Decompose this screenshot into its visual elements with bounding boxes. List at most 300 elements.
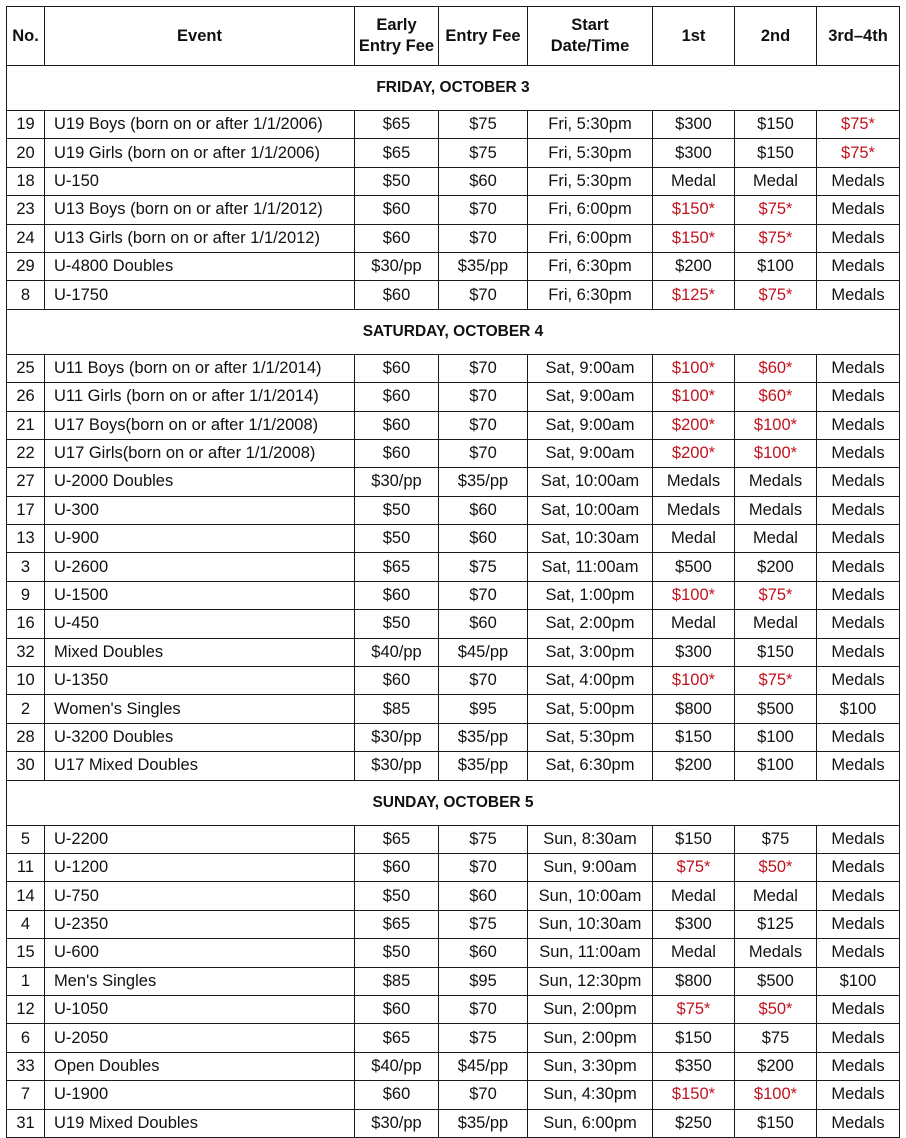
cell-entry-fee: $75 <box>439 111 528 139</box>
cell-no: 12 <box>7 995 45 1023</box>
cell-entry-fee: $70 <box>439 281 528 309</box>
header-early-line1: Early <box>376 16 417 34</box>
cell-early-entry-fee: $65 <box>355 910 439 938</box>
cell-entry-fee: $75 <box>439 1024 528 1052</box>
table-row <box>7 995 900 1023</box>
cell-start-time: Sat, 6:30pm <box>528 752 653 780</box>
header-second-prize: 2nd <box>735 7 817 66</box>
cell-first-prize: $250 <box>653 1109 735 1137</box>
cell-second-prize: $100 <box>735 723 817 751</box>
cell-third-fourth-prize: Medals <box>817 553 900 581</box>
table-row <box>7 111 900 139</box>
cell-entry-fee: $60 <box>439 496 528 524</box>
cell-start-time: Fri, 6:30pm <box>528 252 653 280</box>
cell-first-prize: Medal <box>653 525 735 553</box>
cell-event: U19 Mixed Doubles <box>45 1109 355 1137</box>
cell-no: 23 <box>7 196 45 224</box>
cell-early-entry-fee: $50 <box>355 167 439 195</box>
cell-start-time: Sun, 2:00pm <box>528 995 653 1023</box>
cell-start-time: Sat, 5:30pm <box>528 723 653 751</box>
cell-third-fourth-prize: Medals <box>817 667 900 695</box>
cell-first-prize: Medal <box>653 167 735 195</box>
cell-third-fourth-prize: Medals <box>817 581 900 609</box>
section-title: SATURDAY, OCTOBER 4 <box>7 309 900 354</box>
cell-entry-fee: $70 <box>439 581 528 609</box>
cell-second-prize: $200 <box>735 1052 817 1080</box>
cell-third-fourth-prize: Medals <box>817 1109 900 1137</box>
cell-start-time: Sat, 9:00am <box>528 411 653 439</box>
table-row <box>7 553 900 581</box>
cell-first-prize: Medal <box>653 939 735 967</box>
cell-no: 24 <box>7 224 45 252</box>
cell-first-prize: $150* <box>653 196 735 224</box>
table-row <box>7 825 900 853</box>
cell-start-time: Sun, 9:00am <box>528 853 653 881</box>
cell-first-prize: $200* <box>653 411 735 439</box>
cell-start-time: Sun, 10:30am <box>528 910 653 938</box>
cell-start-time: Sun, 11:00am <box>528 939 653 967</box>
cell-third-fourth-prize: Medals <box>817 825 900 853</box>
cell-start-time: Sat, 3:00pm <box>528 638 653 666</box>
cell-second-prize: $100* <box>735 439 817 467</box>
cell-start-time: Sat, 9:00am <box>528 439 653 467</box>
cell-entry-fee: $95 <box>439 695 528 723</box>
table-row <box>7 196 900 224</box>
header-third-fourth-prize: 3rd–4th <box>817 7 900 66</box>
table-row <box>7 167 900 195</box>
cell-event: U-1750 <box>45 281 355 309</box>
cell-no: 17 <box>7 496 45 524</box>
table-row <box>7 882 900 910</box>
cell-event: U-2350 <box>45 910 355 938</box>
cell-first-prize: $300 <box>653 910 735 938</box>
cell-first-prize: Medal <box>653 610 735 638</box>
cell-early-entry-fee: $30/pp <box>355 752 439 780</box>
cell-entry-fee: $60 <box>439 525 528 553</box>
cell-event: U11 Girls (born on or after 1/1/2014) <box>45 383 355 411</box>
cell-third-fourth-prize: Medals <box>817 939 900 967</box>
cell-third-fourth-prize: $75* <box>817 139 900 167</box>
cell-no: 10 <box>7 667 45 695</box>
event-schedule-table <box>6 6 900 1138</box>
cell-first-prize: $200 <box>653 752 735 780</box>
cell-entry-fee: $45/pp <box>439 1052 528 1080</box>
cell-early-entry-fee: $60 <box>355 354 439 382</box>
cell-first-prize: $300 <box>653 638 735 666</box>
cell-entry-fee: $70 <box>439 224 528 252</box>
cell-entry-fee: $35/pp <box>439 468 528 496</box>
cell-entry-fee: $35/pp <box>439 1109 528 1137</box>
cell-first-prize: $100* <box>653 581 735 609</box>
cell-third-fourth-prize: Medals <box>817 723 900 751</box>
cell-no: 26 <box>7 383 45 411</box>
cell-early-entry-fee: $60 <box>355 581 439 609</box>
section-title: SUNDAY, OCTOBER 5 <box>7 780 900 825</box>
cell-start-time: Sat, 10:00am <box>528 496 653 524</box>
cell-second-prize: $60* <box>735 354 817 382</box>
cell-second-prize: $75 <box>735 825 817 853</box>
cell-second-prize: $500 <box>735 695 817 723</box>
cell-event: U-2000 Doubles <box>45 468 355 496</box>
cell-third-fourth-prize: Medals <box>817 468 900 496</box>
cell-first-prize: $200 <box>653 252 735 280</box>
cell-no: 11 <box>7 853 45 881</box>
cell-third-fourth-prize: Medals <box>817 1081 900 1109</box>
cell-early-entry-fee: $65 <box>355 1024 439 1052</box>
cell-no: 3 <box>7 553 45 581</box>
cell-third-fourth-prize: Medals <box>817 496 900 524</box>
header-no: No. <box>7 7 45 66</box>
table-row <box>7 139 900 167</box>
cell-early-entry-fee: $40/pp <box>355 1052 439 1080</box>
cell-no: 5 <box>7 825 45 853</box>
cell-first-prize: Medal <box>653 882 735 910</box>
cell-third-fourth-prize: Medals <box>817 1024 900 1052</box>
cell-early-entry-fee: $60 <box>355 439 439 467</box>
cell-first-prize: $150* <box>653 224 735 252</box>
cell-early-entry-fee: $85 <box>355 695 439 723</box>
cell-event: U-750 <box>45 882 355 910</box>
cell-third-fourth-prize: Medals <box>817 995 900 1023</box>
cell-event: U-2200 <box>45 825 355 853</box>
cell-second-prize: $50* <box>735 853 817 881</box>
cell-second-prize: $75* <box>735 667 817 695</box>
cell-entry-fee: $60 <box>439 167 528 195</box>
cell-first-prize: $350 <box>653 1052 735 1080</box>
cell-first-prize: $75* <box>653 853 735 881</box>
cell-early-entry-fee: $30/pp <box>355 252 439 280</box>
table-row <box>7 910 900 938</box>
cell-no: 29 <box>7 252 45 280</box>
cell-second-prize: Medals <box>735 939 817 967</box>
table-row <box>7 1081 900 1109</box>
cell-third-fourth-prize: Medals <box>817 610 900 638</box>
cell-event: U19 Girls (born on or after 1/1/2006) <box>45 139 355 167</box>
cell-second-prize: Medal <box>735 610 817 638</box>
cell-no: 25 <box>7 354 45 382</box>
cell-entry-fee: $70 <box>439 411 528 439</box>
cell-first-prize: $150 <box>653 825 735 853</box>
cell-event: Men's Singles <box>45 967 355 995</box>
table-row <box>7 667 900 695</box>
cell-early-entry-fee: $60 <box>355 196 439 224</box>
table-row <box>7 439 900 467</box>
cell-no: 4 <box>7 910 45 938</box>
cell-event: U17 Girls(born on or after 1/1/2008) <box>45 439 355 467</box>
cell-event: U-4800 Doubles <box>45 252 355 280</box>
cell-event: U-900 <box>45 525 355 553</box>
cell-entry-fee: $70 <box>439 196 528 224</box>
table-row <box>7 723 900 751</box>
cell-first-prize: $300 <box>653 111 735 139</box>
cell-third-fourth-prize: Medals <box>817 853 900 881</box>
cell-early-entry-fee: $60 <box>355 995 439 1023</box>
cell-second-prize: $75* <box>735 196 817 224</box>
cell-no: 9 <box>7 581 45 609</box>
cell-event: Women's Singles <box>45 695 355 723</box>
cell-event: Open Doubles <box>45 1052 355 1080</box>
cell-early-entry-fee: $65 <box>355 111 439 139</box>
cell-entry-fee: $75 <box>439 139 528 167</box>
header-row <box>7 7 900 66</box>
cell-entry-fee: $70 <box>439 354 528 382</box>
cell-second-prize: $150 <box>735 1109 817 1137</box>
cell-event: U17 Mixed Doubles <box>45 752 355 780</box>
cell-first-prize: $100* <box>653 354 735 382</box>
cell-event: U-600 <box>45 939 355 967</box>
cell-no: 31 <box>7 1109 45 1137</box>
cell-third-fourth-prize: Medals <box>817 439 900 467</box>
cell-start-time: Sat, 9:00am <box>528 383 653 411</box>
cell-event: U-300 <box>45 496 355 524</box>
cell-no: 20 <box>7 139 45 167</box>
cell-no: 2 <box>7 695 45 723</box>
cell-early-entry-fee: $50 <box>355 882 439 910</box>
cell-first-prize: $800 <box>653 967 735 995</box>
cell-no: 7 <box>7 1081 45 1109</box>
cell-second-prize: Medals <box>735 496 817 524</box>
table-row <box>7 695 900 723</box>
table-row <box>7 525 900 553</box>
cell-early-entry-fee: $65 <box>355 825 439 853</box>
cell-no: 28 <box>7 723 45 751</box>
cell-entry-fee: $95 <box>439 967 528 995</box>
cell-entry-fee: $35/pp <box>439 252 528 280</box>
header-entry-fee: Entry Fee <box>439 7 528 66</box>
cell-early-entry-fee: $60 <box>355 853 439 881</box>
cell-event: U-1900 <box>45 1081 355 1109</box>
table-row <box>7 224 900 252</box>
table-row <box>7 581 900 609</box>
table-row <box>7 939 900 967</box>
cell-start-time: Sun, 10:00am <box>528 882 653 910</box>
cell-early-entry-fee: $50 <box>355 525 439 553</box>
cell-start-time: Sat, 2:00pm <box>528 610 653 638</box>
cell-event: U13 Girls (born on or after 1/1/2012) <box>45 224 355 252</box>
cell-third-fourth-prize: Medals <box>817 752 900 780</box>
cell-first-prize: $125* <box>653 281 735 309</box>
cell-early-entry-fee: $30/pp <box>355 468 439 496</box>
cell-first-prize: Medals <box>653 468 735 496</box>
cell-first-prize: $150* <box>653 1081 735 1109</box>
cell-no: 32 <box>7 638 45 666</box>
cell-no: 21 <box>7 411 45 439</box>
cell-early-entry-fee: $60 <box>355 383 439 411</box>
cell-entry-fee: $70 <box>439 667 528 695</box>
cell-third-fourth-prize: Medals <box>817 1052 900 1080</box>
cell-first-prize: $100* <box>653 383 735 411</box>
cell-start-time: Fri, 5:30pm <box>528 139 653 167</box>
cell-start-time: Fri, 6:00pm <box>528 196 653 224</box>
cell-early-entry-fee: $60 <box>355 281 439 309</box>
header-early-line2: Entry Fee <box>358 37 435 55</box>
cell-start-time: Fri, 5:30pm <box>528 111 653 139</box>
table-body <box>7 66 900 1138</box>
cell-event: U-1200 <box>45 853 355 881</box>
cell-second-prize: $150 <box>735 638 817 666</box>
cell-second-prize: $75 <box>735 1024 817 1052</box>
cell-no: 30 <box>7 752 45 780</box>
cell-event: U17 Boys(born on or after 1/1/2008) <box>45 411 355 439</box>
cell-event: Mixed Doubles <box>45 638 355 666</box>
cell-early-entry-fee: $60 <box>355 1081 439 1109</box>
cell-start-time: Sun, 12:30pm <box>528 967 653 995</box>
header-event: Event <box>45 7 355 66</box>
cell-entry-fee: $60 <box>439 610 528 638</box>
cell-third-fourth-prize: Medals <box>817 882 900 910</box>
cell-third-fourth-prize: $100 <box>817 695 900 723</box>
cell-first-prize: $500 <box>653 553 735 581</box>
table-row <box>7 853 900 881</box>
cell-event: U19 Boys (born on or after 1/1/2006) <box>45 111 355 139</box>
cell-start-time: Sat, 9:00am <box>528 354 653 382</box>
cell-early-entry-fee: $50 <box>355 939 439 967</box>
table-row <box>7 411 900 439</box>
cell-start-time: Sat, 4:00pm <box>528 667 653 695</box>
cell-no: 19 <box>7 111 45 139</box>
cell-no: 6 <box>7 1024 45 1052</box>
cell-third-fourth-prize: Medals <box>817 354 900 382</box>
cell-early-entry-fee: $65 <box>355 139 439 167</box>
cell-event: U-2050 <box>45 1024 355 1052</box>
cell-third-fourth-prize: $75* <box>817 111 900 139</box>
cell-early-entry-fee: $85 <box>355 967 439 995</box>
table-row <box>7 1109 900 1137</box>
cell-entry-fee: $70 <box>439 853 528 881</box>
cell-early-entry-fee: $50 <box>355 610 439 638</box>
table-row <box>7 383 900 411</box>
cell-third-fourth-prize: Medals <box>817 281 900 309</box>
cell-second-prize: Medal <box>735 882 817 910</box>
cell-early-entry-fee: $30/pp <box>355 723 439 751</box>
cell-no: 18 <box>7 167 45 195</box>
cell-event: U-1050 <box>45 995 355 1023</box>
cell-start-time: Sat, 1:00pm <box>528 581 653 609</box>
cell-entry-fee: $75 <box>439 553 528 581</box>
table-row <box>7 354 900 382</box>
table-row <box>7 752 900 780</box>
cell-event: U13 Boys (born on or after 1/1/2012) <box>45 196 355 224</box>
cell-second-prize: $60* <box>735 383 817 411</box>
cell-second-prize: $75* <box>735 281 817 309</box>
cell-early-entry-fee: $60 <box>355 667 439 695</box>
cell-start-time: Sun, 8:30am <box>528 825 653 853</box>
cell-third-fourth-prize: $100 <box>817 967 900 995</box>
cell-entry-fee: $75 <box>439 825 528 853</box>
table-row <box>7 1052 900 1080</box>
cell-entry-fee: $70 <box>439 383 528 411</box>
cell-start-time: Fri, 6:00pm <box>528 224 653 252</box>
cell-third-fourth-prize: Medals <box>817 167 900 195</box>
cell-second-prize: $100* <box>735 1081 817 1109</box>
cell-entry-fee: $60 <box>439 882 528 910</box>
cell-event: U-450 <box>45 610 355 638</box>
cell-start-time: Sat, 5:00pm <box>528 695 653 723</box>
table-row <box>7 610 900 638</box>
cell-first-prize: $800 <box>653 695 735 723</box>
cell-event: U-1500 <box>45 581 355 609</box>
cell-entry-fee: $35/pp <box>439 752 528 780</box>
cell-early-entry-fee: $40/pp <box>355 638 439 666</box>
cell-second-prize: $50* <box>735 995 817 1023</box>
cell-second-prize: $150 <box>735 111 817 139</box>
cell-entry-fee: $70 <box>439 1081 528 1109</box>
cell-second-prize: $500 <box>735 967 817 995</box>
cell-start-time: Sat, 11:00am <box>528 553 653 581</box>
cell-no: 16 <box>7 610 45 638</box>
header-start-date-time <box>528 7 653 66</box>
cell-first-prize: $150 <box>653 723 735 751</box>
cell-early-entry-fee: $50 <box>355 496 439 524</box>
cell-second-prize: $150 <box>735 139 817 167</box>
cell-entry-fee: $70 <box>439 995 528 1023</box>
table-row <box>7 638 900 666</box>
cell-no: 1 <box>7 967 45 995</box>
cell-early-entry-fee: $30/pp <box>355 1109 439 1137</box>
cell-event: U-2600 <box>45 553 355 581</box>
cell-no: 15 <box>7 939 45 967</box>
section-header-row <box>7 66 900 111</box>
cell-start-time: Sun, 6:00pm <box>528 1109 653 1137</box>
header-early-entry-fee <box>355 7 439 66</box>
table-row <box>7 967 900 995</box>
cell-second-prize: Medal <box>735 525 817 553</box>
cell-first-prize: $200* <box>653 439 735 467</box>
cell-second-prize: $75* <box>735 581 817 609</box>
cell-early-entry-fee: $65 <box>355 553 439 581</box>
cell-second-prize: $75* <box>735 224 817 252</box>
cell-second-prize: Medal <box>735 167 817 195</box>
cell-start-time: Sun, 4:30pm <box>528 1081 653 1109</box>
cell-event: U-1350 <box>45 667 355 695</box>
cell-start-time: Fri, 5:30pm <box>528 167 653 195</box>
cell-early-entry-fee: $60 <box>355 411 439 439</box>
cell-event: U11 Boys (born on or after 1/1/2014) <box>45 354 355 382</box>
cell-early-entry-fee: $60 <box>355 224 439 252</box>
cell-first-prize: $100* <box>653 667 735 695</box>
cell-third-fourth-prize: Medals <box>817 525 900 553</box>
cell-third-fourth-prize: Medals <box>817 910 900 938</box>
cell-third-fourth-prize: Medals <box>817 411 900 439</box>
cell-second-prize: $200 <box>735 553 817 581</box>
cell-entry-fee: $45/pp <box>439 638 528 666</box>
cell-third-fourth-prize: Medals <box>817 252 900 280</box>
header-first-prize: 1st <box>653 7 735 66</box>
cell-first-prize: Medals <box>653 496 735 524</box>
table-row <box>7 468 900 496</box>
cell-start-time: Sat, 10:30am <box>528 525 653 553</box>
cell-second-prize: $125 <box>735 910 817 938</box>
cell-entry-fee: $75 <box>439 910 528 938</box>
cell-no: 22 <box>7 439 45 467</box>
cell-start-time: Sun, 3:30pm <box>528 1052 653 1080</box>
cell-first-prize: $300 <box>653 139 735 167</box>
cell-start-time: Sun, 2:00pm <box>528 1024 653 1052</box>
section-header-row <box>7 309 900 354</box>
cell-event: U-3200 Doubles <box>45 723 355 751</box>
table-row <box>7 496 900 524</box>
header-start-line1: Start <box>571 16 609 34</box>
cell-third-fourth-prize: Medals <box>817 196 900 224</box>
cell-entry-fee: $60 <box>439 939 528 967</box>
cell-entry-fee: $35/pp <box>439 723 528 751</box>
cell-entry-fee: $70 <box>439 439 528 467</box>
cell-first-prize: $75* <box>653 995 735 1023</box>
cell-no: 27 <box>7 468 45 496</box>
section-header-row <box>7 780 900 825</box>
cell-second-prize: $100* <box>735 411 817 439</box>
cell-no: 8 <box>7 281 45 309</box>
